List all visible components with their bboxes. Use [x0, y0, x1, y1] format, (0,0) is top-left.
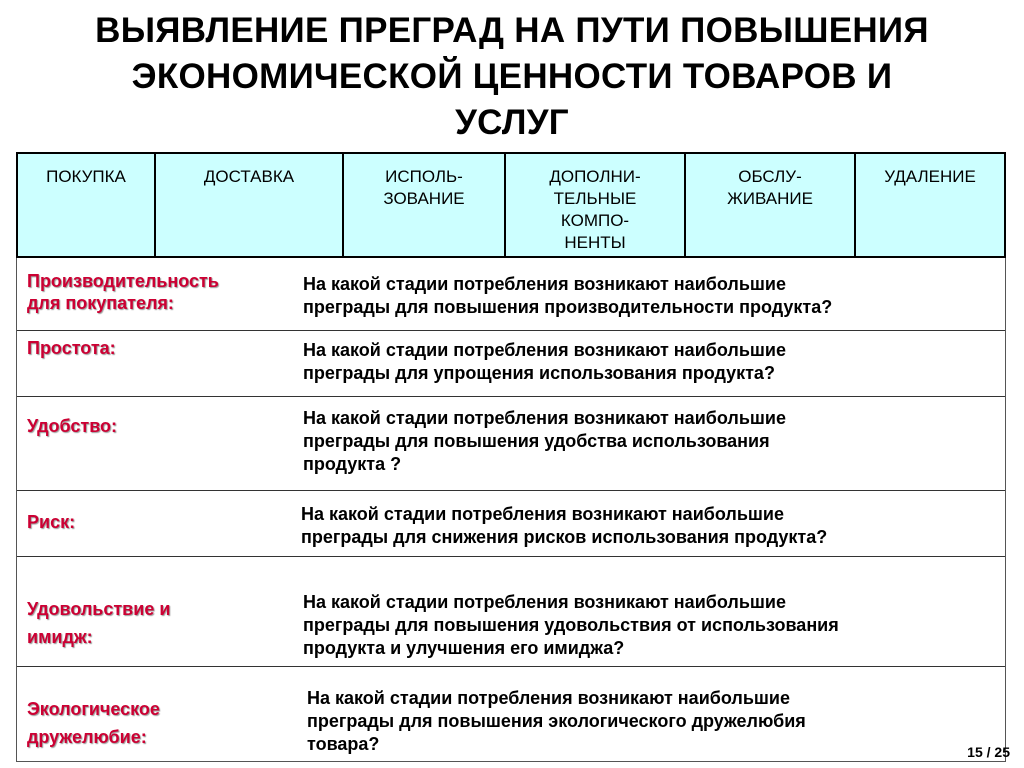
- consumption-stages-header: [16, 152, 1006, 258]
- page-separator: /: [982, 744, 995, 760]
- page-total: 25: [994, 744, 1010, 760]
- stage-purchase: ПОКУПКА: [18, 154, 156, 256]
- page-number: [967, 744, 1010, 760]
- row-label-productivity: Производительность для покупателя:: [27, 271, 219, 313]
- stage-disposal: УДАЛЕНИЕ: [884, 167, 976, 186]
- page-current: 15: [967, 744, 983, 760]
- table-row: [17, 258, 1005, 330]
- table-row: [17, 666, 1005, 761]
- stage-supplements: ДОПОЛНИ- ТЕЛЬНЫЕ КОМПО- НЕНТЫ: [506, 154, 686, 256]
- slide-title: [0, 8, 1024, 146]
- row-label-environmental: Экологическое дружелюбие:: [27, 699, 160, 747]
- row-label-simplicity: Простота:: [27, 338, 116, 358]
- stage-maintenance: ОБСЛУ- ЖИВАНИЕ: [686, 154, 856, 256]
- table-row: [17, 556, 1005, 666]
- row-question-environmental: На какой стадии потребления возникают наибольшие преграды для повышения экологического дружелюбия товара?: [307, 688, 806, 754]
- stage-use: ИСПОЛЬ- ЗОВАНИЕ: [344, 154, 506, 256]
- title-line-2: ЭКОНОМИЧЕСКОЙ ЦЕННОСТИ ТОВАРОВ И: [131, 57, 893, 96]
- row-label-risk: Риск:: [27, 512, 76, 532]
- table-row: [17, 396, 1005, 490]
- row-question-simplicity: На какой стадии потребления возникают наибольшие преграды для упрощения использования продукта?: [303, 340, 787, 383]
- title-line-1: ВЫЯВЛЕНИЕ ПРЕГРАД НА ПУТИ ПОВЫШЕНИЯ: [95, 11, 929, 50]
- row-question-convenience: На какой стадии потребления возникают наибольшие преграды для повышения удобства использования продукта ?: [303, 408, 787, 474]
- row-question-fun-image: На какой стадии потребления возникают наибольшие преграды для повышения удовольствия от использования продукта и улучшения его имиджа?: [303, 592, 839, 658]
- utility-levers-table: [16, 258, 1006, 762]
- row-question-productivity: На какой стадии потребления возникают наибольшие преграды для повышения производительности продукта?: [303, 274, 833, 317]
- row-question-risk: На какой стадии потребления возникают наибольшие преграды для снижения рисков использования продукта?: [301, 504, 828, 547]
- row-label-fun-image: Удовольствие и имидж:: [27, 599, 171, 647]
- table-row: [17, 490, 1005, 556]
- title-line-3: УСЛУГ: [455, 103, 569, 142]
- table-row: [17, 330, 1005, 396]
- stage-delivery: ДОСТАВКА: [156, 154, 344, 256]
- row-label-convenience: Удобство:: [27, 416, 118, 436]
